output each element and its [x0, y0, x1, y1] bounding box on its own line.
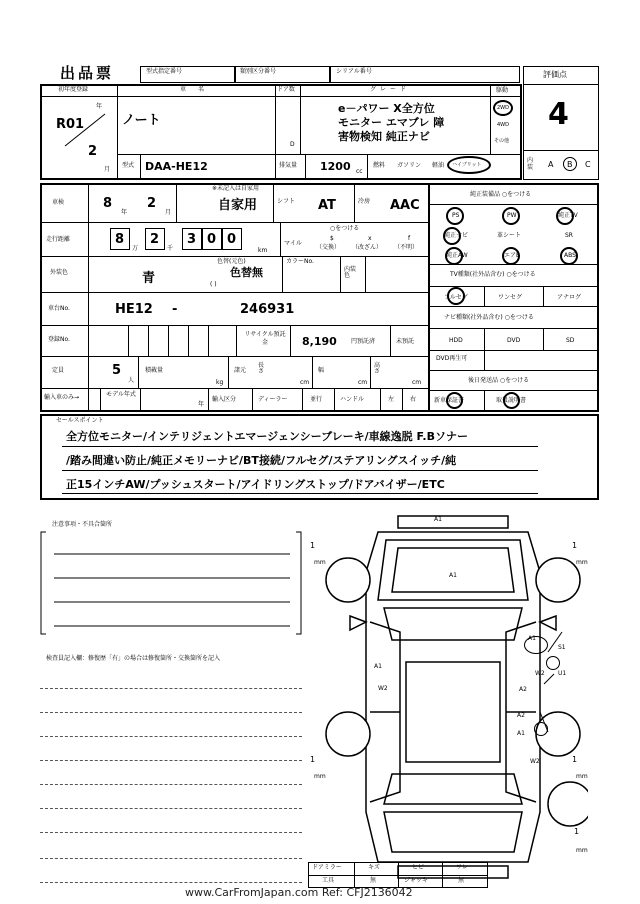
navi-hdd: HDD	[449, 337, 463, 344]
mileage-digit-2: 2	[150, 232, 160, 247]
model-label: 型式	[122, 162, 135, 169]
tread-fl-mm: mm	[314, 559, 326, 566]
first-reg-year-unit: 年	[96, 103, 103, 110]
load-kg: kg	[216, 379, 224, 386]
legend-jack-val: 無	[458, 877, 465, 884]
interior-b-circle	[563, 157, 577, 171]
damage-rear-a1: A1	[517, 730, 525, 737]
capacity-label: 定員	[52, 367, 65, 374]
model-year-unit: 年	[198, 401, 205, 408]
use-note: ※未記入は自家用	[212, 185, 260, 192]
meter-altered: （改ざん）	[352, 244, 383, 251]
import-parallel: 並行	[310, 396, 323, 403]
mileage-label: 走行距離	[46, 236, 71, 243]
shift-label: シフト	[277, 198, 296, 205]
equip-abs-circle	[560, 247, 578, 265]
length-label: 長さ	[258, 362, 265, 375]
first-reg-month: 2	[88, 144, 98, 159]
damage-hood: A1	[449, 572, 457, 579]
import-type-label: 輸入区分	[212, 396, 237, 403]
drive-2wd: 2WD	[497, 105, 509, 111]
legend-scratch: キズ	[368, 864, 380, 871]
inspection-month: 2	[147, 196, 157, 211]
height-label: 高さ	[374, 362, 381, 375]
width-label: 幅	[318, 367, 325, 374]
tread-rl: 1	[310, 755, 316, 764]
serial-label: シリアル番号	[336, 68, 372, 75]
equip-abs: ABS	[564, 252, 576, 259]
grade-label: グレード	[370, 86, 411, 93]
sales-label: セールスポイント	[56, 417, 104, 424]
legend-jack: ジャッキ	[404, 877, 428, 884]
damage-right-w2: W2	[535, 670, 545, 677]
grade-line1: e－パワー X全方位	[338, 102, 435, 115]
genuine-title: 純正装備品 ○をつける	[470, 191, 532, 198]
inspector-label: 検査員記入欄：修復歴「有」の場合は修復箇所・交換箇所を記入	[46, 655, 221, 662]
score-value: 4	[548, 97, 569, 132]
ac-label: 冷房	[358, 198, 371, 205]
first-reg-slash	[60, 110, 110, 150]
handle-left: 左	[388, 396, 395, 403]
recycle-unit: 円預託済	[351, 338, 376, 345]
damage-front-bumper: A1	[434, 516, 442, 523]
width-cm: cm	[358, 379, 368, 386]
legend-tools: 工具	[322, 877, 335, 884]
length-cm: cm	[300, 379, 310, 386]
score-label: 評価点	[543, 70, 567, 79]
tread-fr-mm: mm	[576, 559, 588, 566]
tread-spare-mm: mm	[576, 847, 588, 854]
equip-navi: 純正ナビ	[444, 232, 469, 239]
damage-s1: S1	[558, 644, 566, 651]
tread-fr: 1	[572, 541, 578, 550]
damage-right-a2: A2	[519, 686, 527, 693]
mileage-man-unit: 万	[132, 245, 139, 252]
equip-tv-circle	[556, 207, 574, 225]
equip-ps: PS	[452, 212, 460, 219]
fuel-hybrid-circle	[447, 156, 491, 174]
equip-navi-circle	[443, 227, 461, 245]
interior-a: A	[548, 160, 554, 169]
import-label: 輸入車のみ→	[44, 394, 80, 401]
chassis-prefix: HE12	[115, 302, 153, 317]
chassis-dash: -	[172, 302, 178, 317]
meter-unknown: （不明）	[394, 244, 419, 251]
mileage-digit-1: 8	[115, 232, 125, 247]
grade-line2: モニター エマブレ 障	[338, 116, 445, 129]
load-label: 積載量	[145, 367, 164, 374]
legend-mirror: ドアミラー	[312, 864, 342, 871]
height-cm: cm	[412, 379, 422, 386]
after-new-warranty: 新車保証書	[434, 397, 465, 404]
ext-color-value: 青	[142, 271, 156, 286]
door-d: D	[290, 141, 295, 148]
import-dealer: ディーラー	[258, 396, 288, 403]
recycle-label: リサイクル預託金	[244, 331, 286, 346]
chassis-number: 246931	[240, 302, 295, 317]
equip-pw-circle	[502, 207, 520, 225]
interior-b: B	[567, 160, 573, 169]
category-label: 類別区分番号	[240, 68, 277, 75]
mileage-digit-3: 3	[187, 232, 197, 247]
after-manual: 取扱説明書	[496, 397, 527, 404]
dims-label: 諸元	[234, 367, 247, 374]
inspection-month-unit: 月	[165, 209, 172, 216]
tv-fullseg-circle	[447, 287, 465, 305]
caution-label: 注意事項・不具合箇所	[52, 521, 113, 528]
grade-line3: 害物検知 純正ナビ	[338, 130, 430, 143]
after-warranty-circle	[446, 392, 463, 409]
drive-4wd: 4WD	[497, 122, 509, 128]
car-diagram	[318, 512, 588, 884]
damage-s1-circle	[546, 656, 560, 670]
color-orig-label: 色替(元色)	[217, 258, 246, 265]
interior-label: 内装	[527, 157, 534, 171]
damage-left-a1: A1	[374, 663, 382, 670]
damage-rear-w2: W2	[530, 758, 540, 765]
doors-label: ドア数	[277, 86, 295, 93]
meter-x: x	[368, 235, 372, 242]
inspection-year: 8	[103, 196, 113, 211]
first-reg-year: R01	[56, 117, 85, 132]
fuel-label: 燃料	[373, 162, 386, 169]
handle-right: 右	[410, 396, 417, 403]
mile-label: マイル	[284, 240, 302, 247]
car-name-value: ノート	[122, 113, 161, 128]
damage-left-w2: W2	[378, 685, 388, 692]
tread-rr: 1	[572, 755, 578, 764]
capacity-value: 5	[112, 363, 122, 378]
equip-airbag: エアB	[504, 252, 521, 259]
interior-c: C	[585, 160, 591, 169]
equip-aw: 純正AW	[446, 252, 468, 259]
color-change-value: 色替無	[230, 266, 263, 279]
fuel-gasoline: ガソリン	[397, 162, 422, 169]
tread-rl-mm: mm	[314, 773, 326, 780]
shift-value: AT	[318, 198, 336, 213]
meter-s: $	[330, 235, 334, 242]
tv-analog: アナログ	[557, 294, 582, 301]
watermark: www.CarFromJapan.com Ref: CFJ2136042	[185, 886, 413, 899]
navi-type-title: ナビ種類(社外品含む) ○をつける	[444, 314, 534, 321]
damage-right-door: A1	[528, 635, 536, 642]
car-name-label: 車名	[180, 86, 217, 93]
drive-other: その他	[494, 138, 510, 144]
damage-u1: U1	[558, 670, 567, 677]
equip-aw-circle	[445, 247, 463, 265]
tv-type-title: TV種類(社外品含む) ○をつける	[450, 271, 536, 278]
fuel-diesel: 軽油	[432, 162, 445, 169]
capacity-unit: 人	[128, 377, 135, 384]
first-reg-label: 初年度登録	[58, 86, 89, 93]
legend-tools-val: 無	[370, 877, 377, 884]
drive-label: 駆動	[496, 87, 509, 94]
use-value: 自家用	[218, 198, 258, 213]
int-color-label: 内装色	[344, 266, 357, 279]
equip-pw: PW	[507, 212, 517, 219]
displacement-label: 排気量	[279, 162, 298, 169]
inspection-label: 車検	[52, 199, 65, 206]
ext-color-label: 外装色	[50, 269, 69, 276]
tv-fullseg: フルセグ	[444, 294, 468, 301]
navi-dvd-play: DVD再生可	[436, 355, 468, 362]
color-no-label: カラーNo.	[286, 258, 314, 265]
navi-sd: SD	[566, 337, 575, 344]
model-value: DAA-HE12	[145, 160, 208, 173]
reg-no-label: 登録No.	[48, 336, 70, 343]
caution-bracket	[40, 528, 302, 638]
tread-fl: 1	[310, 541, 316, 550]
sales-line-2: /踏み間違い防止/純正メモリーナビ/BT接続/フルセグ/ステアリングスイッチ/純	[66, 454, 457, 467]
first-reg-month-unit: 月	[104, 166, 111, 173]
legend-dent: ワレ	[456, 864, 469, 871]
drive-2wd-circle	[493, 100, 513, 116]
form-title: 出品票	[60, 64, 115, 82]
ac-value: AAC	[390, 198, 420, 213]
meter-f: f	[408, 235, 411, 242]
handle-label: ハンドル	[340, 396, 365, 403]
mileage-sen-unit: 千	[167, 245, 174, 252]
color-paren: ( )	[210, 281, 217, 288]
equip-leather: 革シート	[497, 232, 522, 239]
inspection-year-unit: 年	[121, 209, 128, 216]
chassis-label: 車台No.	[48, 305, 70, 312]
after-manual-circle	[503, 392, 520, 409]
sales-line-1: 全方位モニター/インテリジェントエマージェンシーブレーキ/車線逸脱 F.Bソナー	[66, 430, 468, 443]
aftermarket-title: 後日発送品 ○をつける	[468, 377, 530, 384]
navi-dvd: DVD	[507, 337, 521, 344]
type-designation-label: 型式指定番号	[146, 68, 183, 75]
cc-unit: cc	[356, 168, 363, 175]
model-year-label: モデル年式	[106, 391, 136, 398]
tread-rr-mm: mm	[576, 773, 588, 780]
meter-exchange: （交換）	[316, 244, 341, 251]
damage-right-door-circle	[524, 636, 548, 654]
displacement-value: 1200	[320, 160, 351, 173]
equip-ps-circle	[446, 207, 464, 225]
fuel-hybrid: ハイブリット	[452, 162, 482, 168]
equip-sr: SR	[565, 232, 573, 239]
mileage-km-unit: km	[258, 247, 268, 254]
tread-spare: 1	[574, 827, 580, 836]
recycle-value: 8,190	[302, 335, 337, 348]
damage-rear-a2: A2	[517, 712, 525, 719]
mileage-digit-5: 0	[227, 232, 237, 247]
meter-mark-note: ○をつける	[330, 225, 360, 232]
sales-line-3: 正15インチAW/プッシュスタート/アイドリングストップ/ドアバイザー/ETC	[66, 478, 445, 491]
tv-oneseg: ワンセグ	[498, 294, 523, 301]
damage-rear-a2-circle	[534, 722, 548, 736]
legend-crack: ヒビ	[412, 864, 425, 871]
equip-airbag-circle	[502, 247, 520, 265]
equip-tv: 純正TV	[558, 212, 578, 219]
recycle-not: 未預託	[396, 338, 415, 345]
mileage-digit-4: 0	[207, 232, 217, 247]
